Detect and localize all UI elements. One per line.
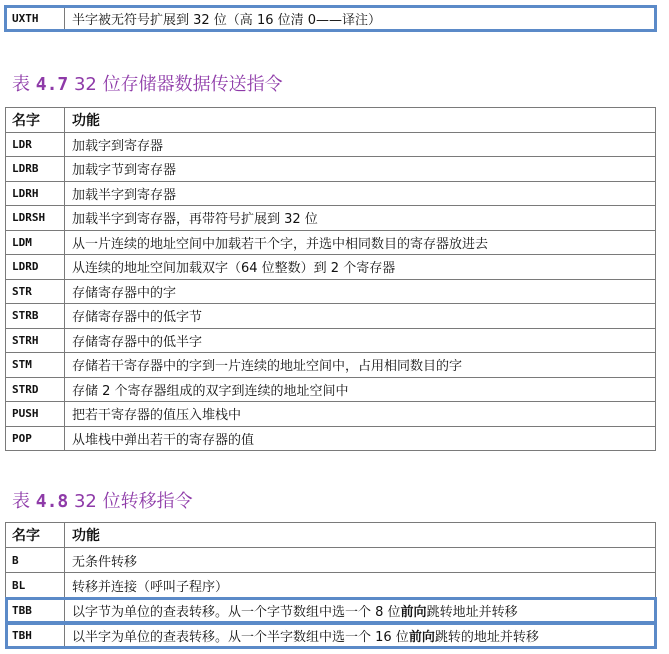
instruction-description: 存储寄存器中的字	[65, 279, 656, 304]
instruction-name: LDRSH	[6, 206, 65, 231]
instruction-name: LDR	[6, 132, 65, 157]
column-header-name: 名字	[6, 108, 65, 133]
desc-emphasis: 前向	[400, 604, 427, 620]
table-row	[6, 598, 656, 623]
instruction-description	[65, 598, 656, 623]
table-row	[6, 328, 656, 353]
instruction-name: BL	[6, 573, 65, 598]
caption-number: 4.8	[35, 491, 69, 512]
table-row	[6, 548, 656, 573]
desc-part: 跳转的地址并转移	[434, 629, 539, 645]
instruction-name: UXTH	[6, 7, 65, 31]
instruction-name: STR	[6, 279, 65, 304]
instruction-name: LDRD	[6, 255, 65, 280]
table-row	[6, 377, 656, 402]
instruction-name: TBB	[6, 598, 65, 623]
instruction-name: B	[6, 548, 65, 573]
table-header-row	[6, 108, 656, 133]
instruction-description: 从连续的地址空间加载双字（64 位整数）到 2 个寄存器	[65, 255, 656, 280]
instruction-name: STRB	[6, 304, 65, 329]
table-row	[6, 402, 656, 427]
table-row	[6, 426, 656, 451]
table-row	[6, 573, 656, 598]
instruction-name: POP	[6, 426, 65, 451]
instruction-description: 存储寄存器中的低半字	[65, 328, 656, 353]
instruction-description: 从一片连续的地址空间中加载若干个字，并选中相同数目的寄存器放进去	[65, 230, 656, 255]
desc-part: 跳转地址并转移	[426, 604, 518, 620]
table-row	[6, 279, 656, 304]
table-row	[6, 230, 656, 255]
instruction-description: 加载半字到寄存器	[65, 181, 656, 206]
instruction-description: 存储 2 个寄存器组成的双字到连续的地址空间中	[65, 377, 656, 402]
instruction-name: TBH	[6, 623, 65, 648]
column-header-function: 功能	[65, 108, 656, 133]
instruction-description: 转移并连接（呼叫子程序）	[65, 573, 656, 598]
instruction-name: STRH	[6, 328, 65, 353]
instruction-description: 加载字节到寄存器	[65, 157, 656, 182]
branch-table	[5, 522, 656, 648]
column-header-name: 名字	[6, 523, 65, 548]
instruction-description	[65, 623, 656, 648]
table-row	[6, 132, 656, 157]
instruction-description: 存储若干寄存器中的字到一片连续的地址空间中，占用相同数目的字	[65, 353, 656, 378]
instruction-description: 加载字到寄存器	[65, 132, 656, 157]
instruction-description: 加载半字到寄存器，再带符号扩展到 32 位	[65, 206, 656, 231]
caption-prefix: 表	[12, 74, 36, 95]
instruction-description: 把若干寄存器的值压入堆栈中	[65, 402, 656, 427]
desc-part: 以字节为单位的查表转移。从一个字节数组中选一个 8 位	[72, 604, 401, 620]
instruction-description: 无条件转移	[65, 548, 656, 573]
table-row	[6, 157, 656, 182]
instruction-description: 半字被无符号扩展到 32 位（高 16 位清 0——译注）	[65, 7, 656, 31]
table-header-row	[6, 523, 656, 548]
table-row	[6, 623, 656, 648]
caption-title: 32 位存储器数据传送指令	[73, 74, 283, 95]
instruction-name: STM	[6, 353, 65, 378]
desc-part: 以半字为单位的查表转移。从一个半字数组中选一个 16 位	[72, 629, 409, 645]
column-header-function: 功能	[65, 523, 656, 548]
table-row	[6, 206, 656, 231]
desc-emphasis: 前向	[408, 629, 435, 645]
instruction-description: 存储寄存器中的低字节	[65, 304, 656, 329]
table-row	[6, 353, 656, 378]
instruction-name: LDRH	[6, 181, 65, 206]
caption-number: 4.7	[35, 74, 69, 95]
table-row	[6, 304, 656, 329]
table-row	[6, 7, 656, 31]
table-4-8-caption	[12, 487, 193, 513]
table-row	[6, 181, 656, 206]
caption-title: 32 位转移指令	[73, 491, 193, 512]
table-4-7-caption	[12, 70, 283, 96]
table-row	[6, 255, 656, 280]
instruction-name: LDM	[6, 230, 65, 255]
instruction-description: 从堆栈中弹出若干的寄存器的值	[65, 426, 656, 451]
instruction-name: LDRB	[6, 157, 65, 182]
uxth-table	[5, 6, 656, 31]
memory-transfer-table	[5, 107, 656, 451]
instruction-name: STRD	[6, 377, 65, 402]
instruction-name: PUSH	[6, 402, 65, 427]
caption-prefix: 表	[12, 491, 36, 512]
